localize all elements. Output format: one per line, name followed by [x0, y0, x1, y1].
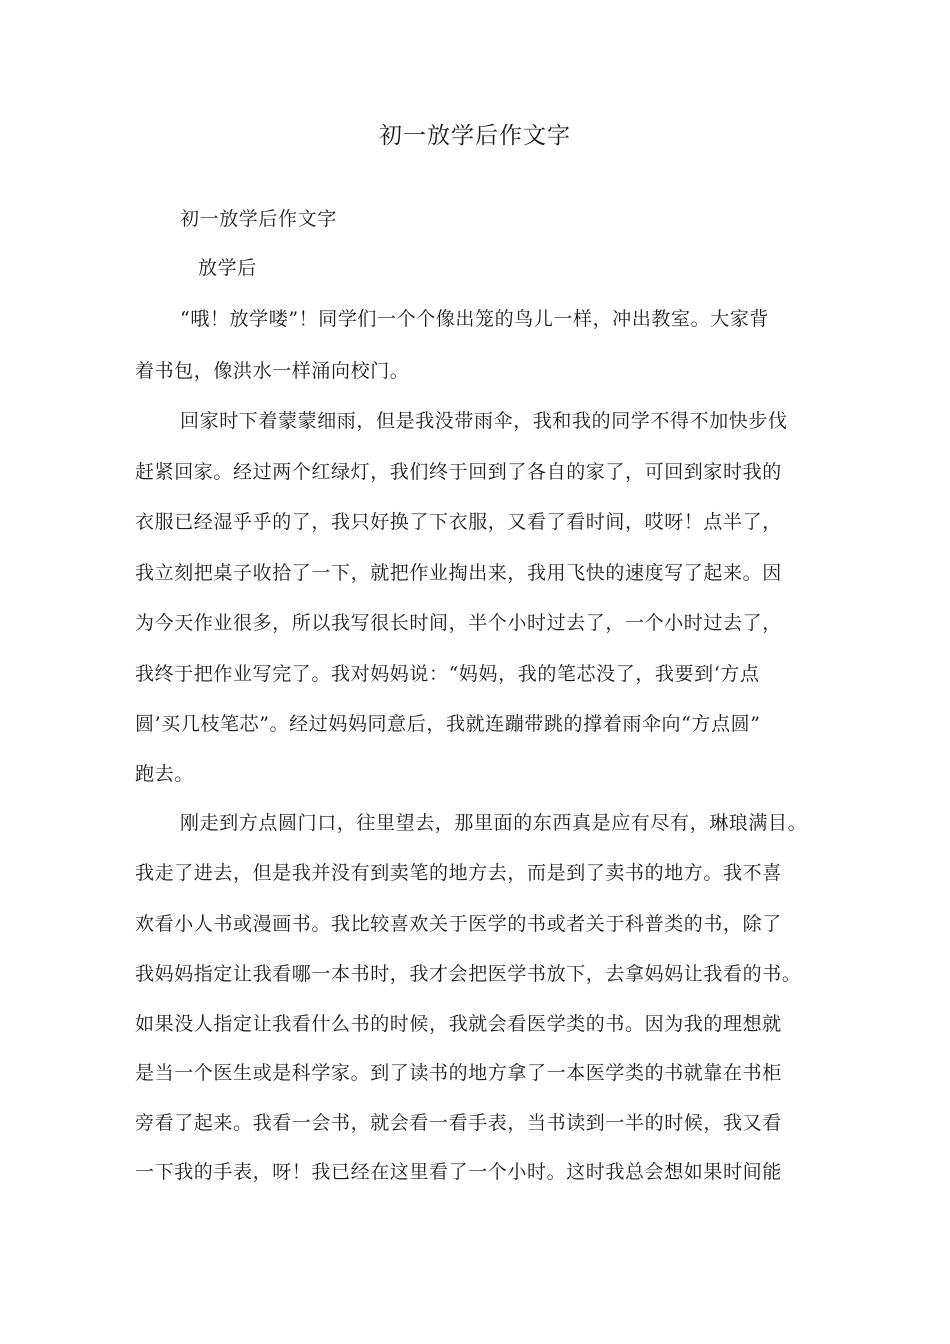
paragraph-line: “哦！放学喽”！同学们一个个像出笼的鸟儿一样，冲出教室。大家背: [180, 308, 770, 330]
paragraph-line: 我妈妈指定让我看哪一本书时，我才会把医学书放下，去拿妈妈让我看的书。: [135, 963, 802, 985]
paragraph-line: 着书包，像洪水一样涌向校门。: [135, 360, 410, 382]
paragraph-line: 如果没人指定让我看什么书的时候，我就会看医学类的书。因为我的理想就: [135, 1013, 782, 1035]
paragraph-line: 跑去。: [135, 763, 194, 785]
paragraph-line: 衣服已经湿乎乎的了，我只好换了下衣服，又看了看时间，哎呀！点半了，: [135, 511, 782, 533]
section-heading: 放学后: [198, 257, 257, 279]
paragraph-line: 为今天作业很多，所以我写很长时间，半个小时过去了，一个小时过去了，: [135, 612, 782, 634]
paragraph-line: 我立刻把桌子收拾了一下，就把作业掏出来，我用飞快的速度写了起来。因: [135, 562, 782, 584]
paragraph-line: 我走了进去，但是我并没有到卖笔的地方去，而是到了卖书的地方。我不喜: [135, 862, 782, 884]
paragraph-line: 赶紧回家。经过两个红绿灯，我们终于回到了各自的家了，可回到家时我的: [135, 461, 782, 483]
paragraph-line: 是当一个医生或是科学家。到了读书的地方拿了一本医学类的书就靠在书柜: [135, 1062, 782, 1084]
paragraph-line: 一下我的手表，呀！我已经在这里看了一个小时。这时我总会想如果时间能: [135, 1161, 782, 1183]
paragraph-line: 回家时下着蒙蒙细雨，但是我没带雨伞，我和我的同学不得不加快步伐: [180, 410, 788, 432]
paragraph-line: 欢看小人书或漫画书。我比较喜欢关于医学的书或者关于科普类的书，除了: [135, 913, 782, 935]
paragraph-line: 圆’买几枝笔芯”。经过妈妈同意后，我就连蹦带跳的撑着雨伞向“方点圆”: [135, 713, 761, 735]
paragraph-line: 刚走到方点圆门口，往里望去，那里面的东西真是应有尽有，琳琅满目。: [180, 812, 808, 834]
subtitle: 初一放学后作文字: [180, 208, 337, 230]
paragraph-line: 我终于把作业写完了。我对妈妈说：“妈妈，我的笔芯没了，我要到‘方点: [135, 663, 760, 685]
document-title: 初一放学后作文字: [379, 123, 571, 149]
paragraph-line: 旁看了起来。我看一会书，就会看一看手表，当书读到一半的时候，我又看: [135, 1112, 782, 1134]
